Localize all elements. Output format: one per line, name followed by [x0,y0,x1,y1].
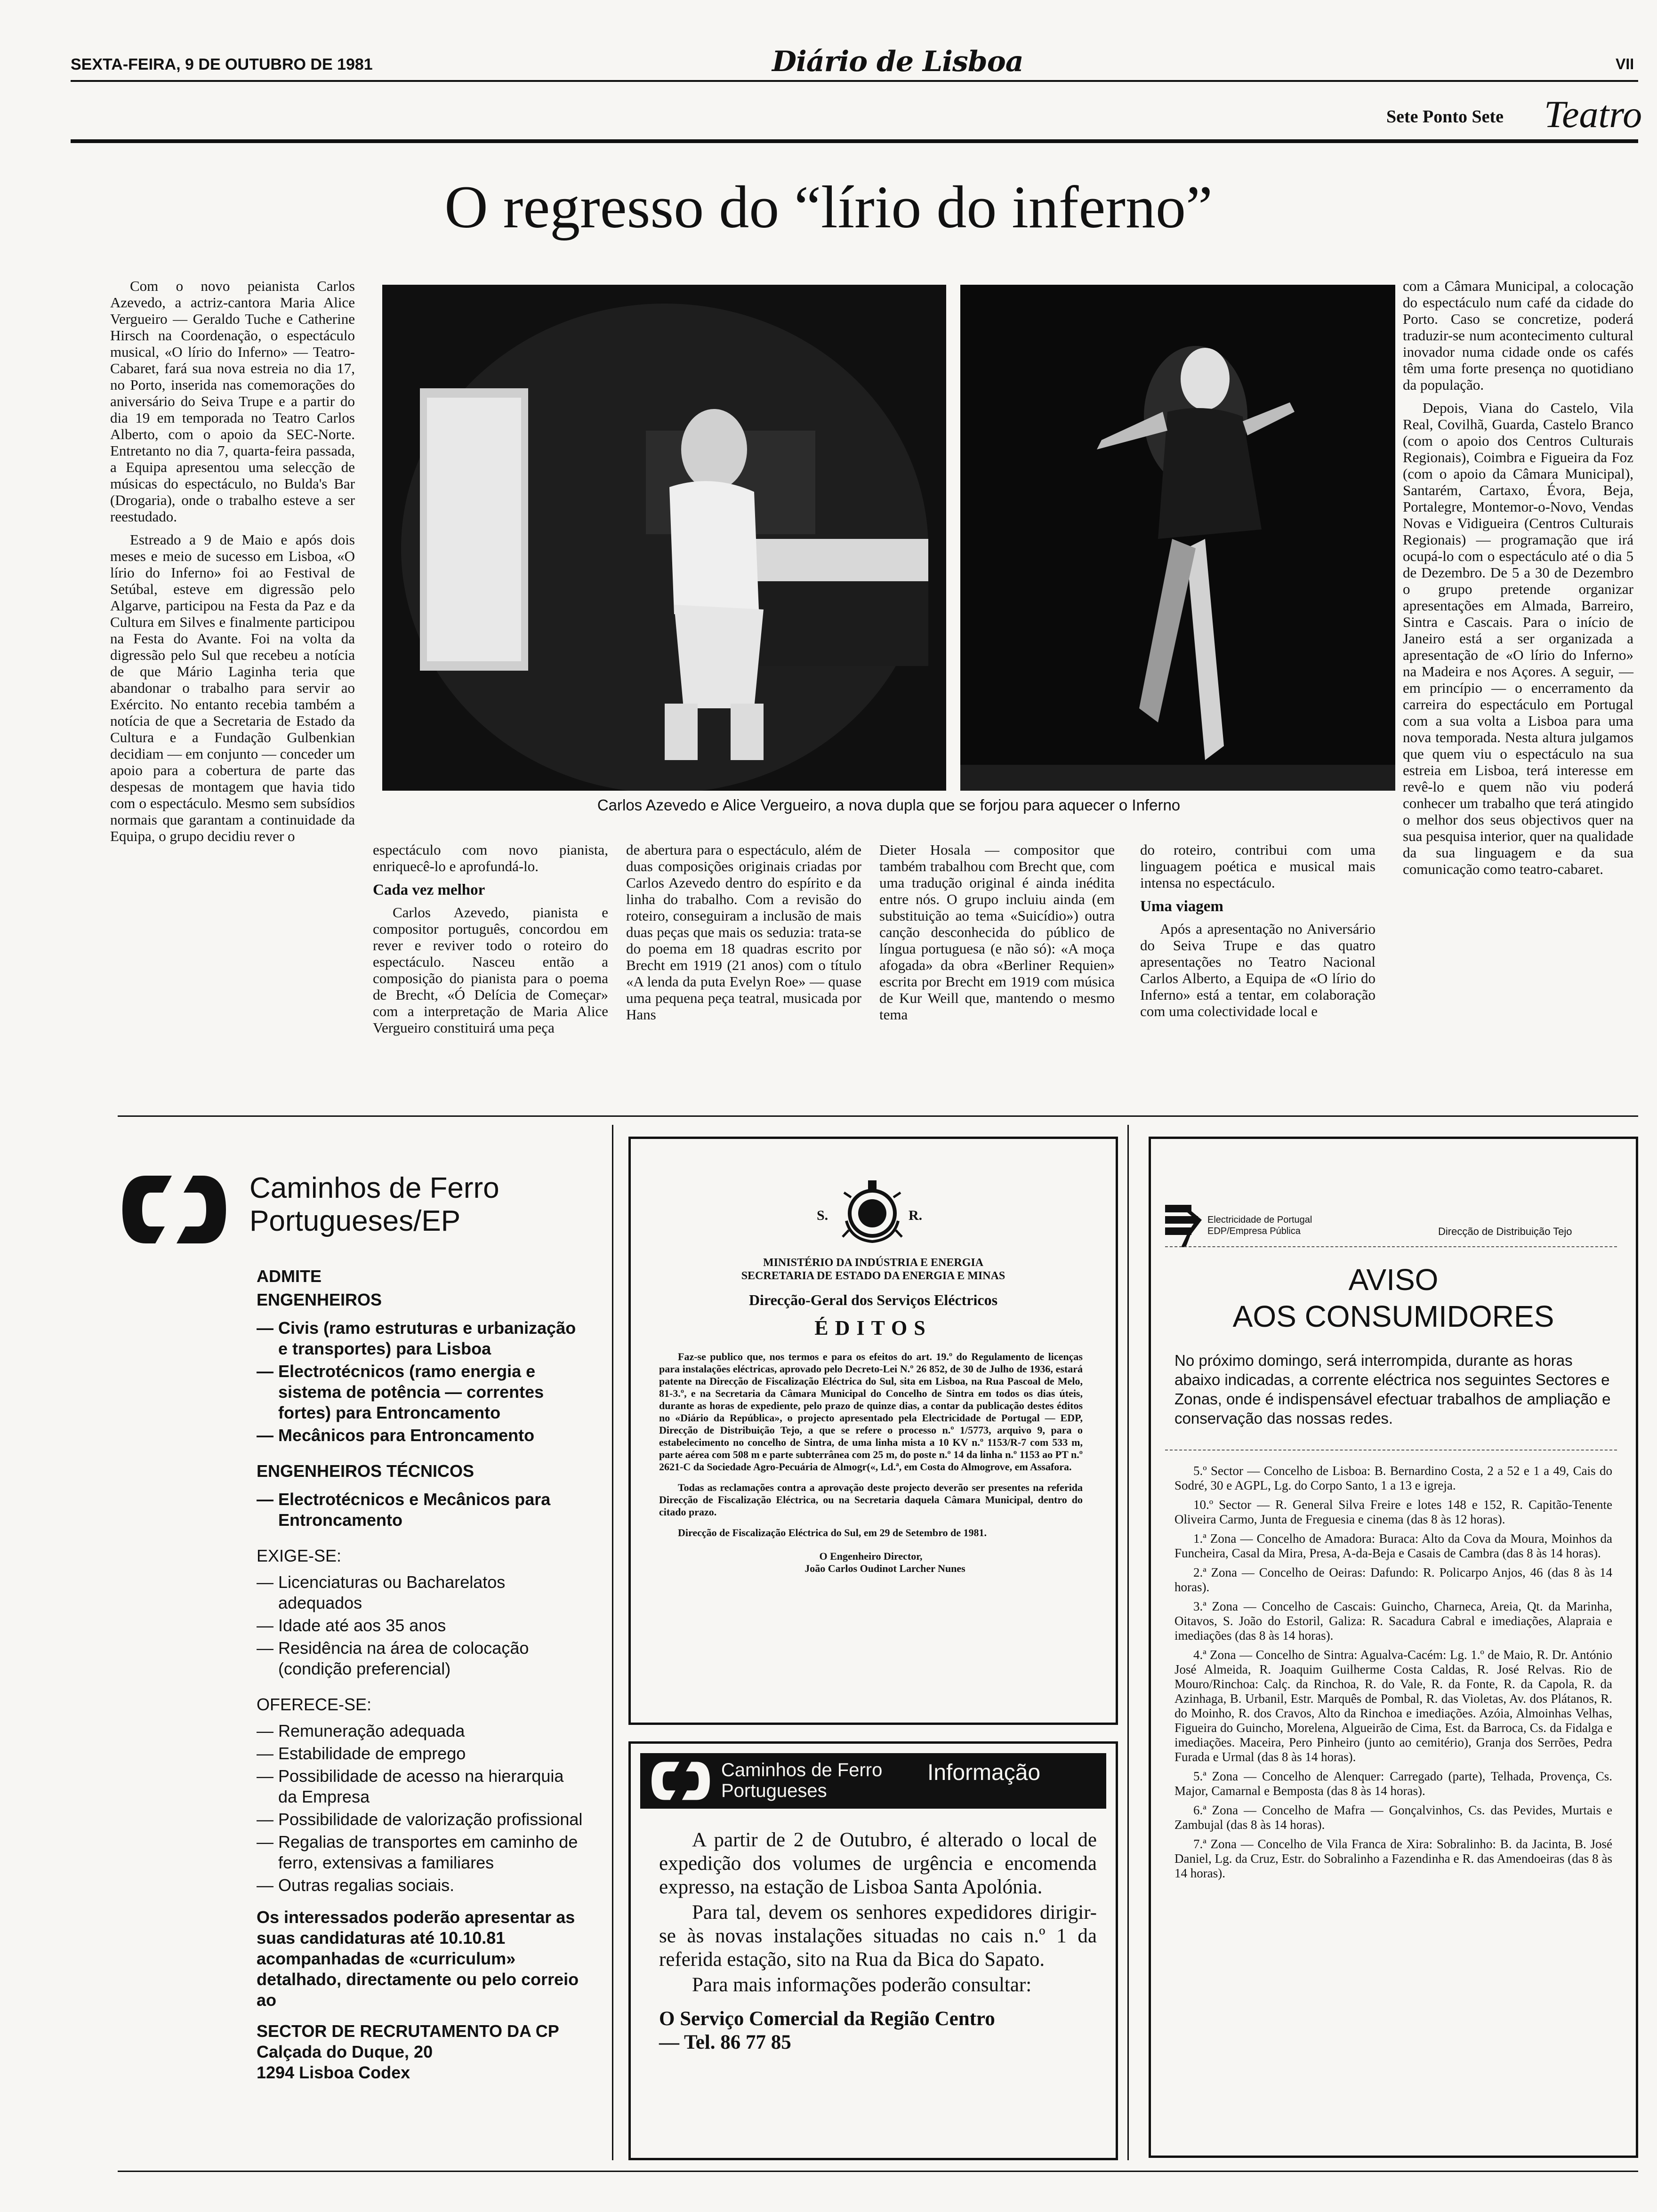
list-item: 5.º Sector — Concelho de Lisboa: B. Bernardino Costa, 2 a 52 e 1 a 49, Cais do Sodré, 30 e AGPL, Lg. do Corpo Santo, 1 a 13 e igreja. [1174,1464,1612,1492]
paragraph: Após a apresentação no Aniversário do Seiva Trupe e das quatro apresentações no Teatro Nacional Carlos Alberto, a Equipa de «O lírio do Inferno» está a tentar, em colaboração com uma colectividade local e [1140,921,1375,1019]
list-item: — Mecânicos para Entroncamento [257,1426,535,1445]
signer-name: João Carlos Oudinot Larcher Nunes [804,1563,965,1574]
masthead: Diário de Lisboa [772,45,1023,78]
editos-date: Direcção de Fiscalização Eléctrica do Sul, em 29 de Setembro de 1981. [678,1527,987,1539]
cp-body [257,1266,586,2083]
cp-closing: Os interessados poderão apresentar as suas candidaturas até 10.10.81 acompanhadas de «curriculum» detalhado, directamente ou pelo correio ao [257,1907,579,2010]
cp-logo-small [648,1760,714,1804]
edp-name-line1: Electricidade de Portugal [1207,1215,1312,1225]
article-column-5 [1140,842,1375,1026]
info-company [721,1760,882,1801]
list-item: — Electrotécnicos e Mecânicos para Entroncamento [257,1490,551,1530]
cp-eng-list [257,1318,586,1446]
cp-oferece: OFERECE-SE: [257,1695,372,1714]
paragraph: Para tal, devem os senhores expedidores dirigir-se às novas instalações situadas no cais n.º 1 da referida estação, sito na Rua da Bica do Sapato. [659,1901,1097,1971]
photo-singer [960,285,1395,791]
article-column-4 [879,842,1115,1029]
cp-admite: ADMITE [257,1266,322,1286]
header-date: SEXTA-FEIRA, 9 DE OUTUBRO DE 1981 [71,56,373,73]
list-item: 4.ª Zona — Concelho de Sintra: Agualva-Cacém: Lg. 1.º de Maio, R. Dr. António José Almeida, R. Joaquim Guilherme Costa Caldas, R. José Relvas. Rio de Mouro/Rinchoa: Calç. da Rinchoa, R. do Vale, R. da Fonte, R. da Capola, R. da Azinhaga, B. Urbanil, Estr. Marquês de Pombal, R. das Violetas, Av. dos Plátanos, R. do Moinho, R. dos Cravos, Alto da Rinchoa e imediações. Azóia, Almoinhas Velhas, Figueira do Guincho, Morelena, Algueirão de Cima, Est. da Barroca, Cs. da Fidalga e imediações. Maceira, Pero Pinheiro (junto ao cemitério), Granja dos Serrões, Pedra Furada e Urmal (das 8 às 14 horas). [1174,1648,1612,1764]
paragraph: Estreado a 9 de Maio e após dois meses e meio de sucesso em Lisboa, «O lírio do Inferno» foi ao Festival de Setúbal, esteve em digressão pelo Algarve, participou na Festa da Paz e da Cultura em Silves e finalmente participou na Festa do Avante. Foi na volta da digressão pelo Sul que recebeu a notícia de que Mário Laginha teria que abandonar o trabalho para servir ao Exército. No entanto recebia também a notícia de que a Secretaria de Estado da Cultura e a Fundação Gulbenkian decidiam — em conjunto — conceder um apoio para a cobertura de parte das despesas de montagem que havia tido com o espectáculo. Mesmo sem subsídios normais que garantam a continuidade da Equipa, o grupo decidiu rever o [110,531,355,844]
info-contact-line1: O Serviço Comercial da Região Centro [659,2008,995,2030]
cp-tec-list [257,1489,586,1531]
edp-name-line2: EDP/Empresa Pública [1207,1226,1301,1236]
subheading: Uma viagem [1140,898,1223,915]
paragraph: com a Câmara Municipal, a colocação do espectáculo num café da cidade do Porto. Caso se concretize, poderá traduzir-se num acontecimento cultural inovador numa cidade onde os cafés têm uma forte presença no quotidiano da população. [1403,278,1633,393]
coat-of-arms-icon [842,1178,903,1247]
edp-title-line2: AOS CONSUMIDORES [1232,1299,1554,1333]
photo-pianist [382,285,946,791]
edp-rule [1165,1246,1617,1247]
cp-exige: EXIGE-SE: [257,1546,342,1565]
edp-title-line1: AVISO [1348,1263,1439,1297]
page-number: VII [1616,56,1634,72]
list-item: — Electrotécnicos (ramo energia e sistema de potência — correntes fortes) para Entroncamento [257,1362,544,1422]
list-item: 5.ª Zona — Concelho de Alenquer: Carregado (parte), Telhada, Provença, Cs. Major, Camarnal e Bemposta (das 8 às 14 horas). [1174,1769,1612,1798]
ad-editos [628,1137,1118,1725]
cp-company-name [249,1172,499,1238]
section-label-small: Sete Ponto Sete [1386,107,1504,127]
article-column-6 [1403,278,1633,884]
list-item: 1.ª Zona — Concelho de Amadora: Buraca: Alto da Cova da Moura, Moinhos da Funcheira, Casal da Mira, Presa, A-da-Beja e Casais de Cambra (das 8 às 14 horas). [1174,1531,1612,1560]
paragraph: A partir de 2 de Outubro, é alterado o local de expedição dos volumes de urgência e encomenda expresso, na estação de Lisboa Santa Apolónia. [659,1829,1097,1898]
list-item: — Estabilidade de emprego [257,1744,466,1763]
photo-caption: Carlos Azevedo e Alice Vergueiro, a nova dupla que se forjou para aquecer o Inferno [597,796,1181,814]
list-item: 6.ª Zona — Concelho de Mafra — Gonçalvinhos, Cs. das Pevides, Murtais e Zambujal (das 8 às 14 horas). [1174,1803,1612,1832]
header-rule [71,80,1638,82]
s-letter: S. [817,1208,828,1223]
paragraph: Faz-se publico que, nos termos e para os efeitos do art. 19.º do Regulamento de licenças para instalações eléctricas, aprovado pelo Decreto-Lei N.º 26 852, de 30 de Julho de 1936, estará patente na Direcção de Fiscalização Eléctrica do Sul, sita em Lisboa, na Rua Pascoal de Melo, 81-3.º, e na Secretaria da Câmara Municipal do Concelho de Sintra em todos os dias úteis, durante as horas de expediente, pelo prazo de quinze dias, a contar da publicação destes éditos no «Diário da República», o projecto apresentado pela Electricidade de Portugal — EDP, Direcção de Distribuição Tejo, a que se refere o processo n.º 1/5773, arquivo 9, para o estabelecimento no concelho de Sintra, de uma linha mista a 10 KV n.º 1153/R-7 com 533 m, parte aérea com 508 m e parte subterrânea com 25 m, do poste n.º 14 da linha n.º 1153 ao PT n.º 2621-C da Sociedade Agro-Pecuária de Almogr(«, Ld.ª, em Costa do Almogrove, em Assafora. [659,1351,1083,1473]
paragraph: Carlos Azevedo, pianista e compositor português, concordou em rever e reviver todo o roteiro do espectáculo. Nasceu então a composição do pianista para o poema de Brecht, «Ó Delícia de Começar» com a interpretação de Maria Alice Vergueiro constituirá uma peça [373,904,608,1036]
edp-direccao: Direcção de Distribuição Tejo [1438,1226,1572,1237]
cp-exige-list [257,1572,586,1679]
list-item: 2.ª Zona — Concelho de Oeiras: Dafundo: R. Policarpo Anjos, 46 (das 8 às 14 horas). [1174,1565,1612,1594]
paragraph: Para mais informações poderão consultar: [692,1974,1032,1996]
cp-company-line1: Caminhos de Ferro [249,1172,499,1204]
paragraph: do roteiro, contribui com uma linguagem poética e musical mais intensa no espectáculo. [1140,842,1375,891]
list-item: — Idade até aos 35 anos [257,1616,446,1635]
paragraph: Depois, Viana do Castelo, Vila Real, Covilhã, Guarda, Castelo Branco (com o apoio dos Centros Culturais Regionais), Coimbra e Figueira da Foz (com o apoio da Câmara Municipal), Santarém, Cartaxo, Évora, Beja, Portalegre, Montemor-o-Novo, Vendas Novas e Vidigueira (Centros Culturais Regionais) — programação que irá ocupá-lo com o espectáculo até o dia 5 de Dezembro. De 5 a 30 de Dezembro o grupo pretende organizar apresentações em Almada, Barreiro, Sintra e Cascais. Para o início de Janeiro está a ser organizada a apresentação de «O lírio do Inferno» na Madeira e nos Açores. A seguir, — em princípio — o encerramento da carreira do espectáculo em Portugal com a sua volta a Lisboa para uma nova temporada. Nesta altura julgamos que quem viu o espectáculo na sua estreia em Lisboa, terá interesse em revê-lo e quem não viu poderá conhecer um trabalho que terá atingido o melhor dos seus objectivos quer na sua pesquisa interior, quer na qualidade da sua linguagem e da sua comunicação como teatro-cabaret. [1403,400,1633,877]
cp-sector: SECTOR DE RECRUTAMENTO DA CP [257,2021,559,2041]
info-banner [640,1753,1106,1809]
ads-divider-1 [612,1125,613,2160]
list-item: — Civis (ramo estruturas e urbanização e transportes) para Lisboa [257,1318,576,1358]
info-body [659,1828,1097,2054]
paragraph: Com o novo peianista Carlos Azevedo, a actriz-cantora Maria Alice Vergueiro — Geraldo Tuche e Catherine Hirsch na Coordenação, o espectáculo musical, «O lírio do Inferno» — Teatro-Cabaret, fará sua nova estreia no dia 17, no Porto, inserida nas comemorações do aniversário do Seiva Trupe e a partir do dia 19 em temporada no Teatro Carlos Alberto, com o apoio da SEC-Norte. Entretanto no dia 7, quarta-feira passada, a Equipa apresentou uma selecção de músicas do espectáculo, no Bulda's Bar (Drogaria), onde o trabalho esteve a ser reestudado. [110,278,355,525]
editos-title: ÉDITOS [814,1316,932,1339]
ad-edp [1149,1137,1638,2158]
article-column-3 [626,842,861,1029]
list-item: — Possibilidade de acesso na hierarquia da Empresa [257,1766,564,1806]
article-column-1 [110,278,355,851]
ads-top-rule [118,1115,1638,1117]
ads-bottom-rule [118,2171,1638,2172]
list-item: — Outras regalias sociais. [257,1875,455,1895]
list-item: — Remuneração adequada [257,1721,465,1740]
editos-direccao: Direcção-Geral dos Serviços Eléctricos [748,1291,998,1308]
info-company-line2: Portugueses [721,1780,827,1801]
list-item: — Regalias de transportes em caminho de ferro, extensivas a familiares [257,1832,578,1872]
edp-logo [1165,1205,1203,1250]
info-label: Informação [927,1760,1041,1785]
paragraph: Dieter Hosala — compositor que também trabalhou com Brecht que, com uma tradução original é ainda inédita entre nós. O grupo incluiu ainda (em substituição ao tema «Suicídio») outra canção desconhecida do público de língua portuguesa (e não só): «A moça afogada» da obra «Berliner Requien» escrita por Brecht em 1919 com música de Kur Weill que, mantendo o mesmo tema [879,842,1115,1023]
list-item: 10.º Sector — R. General Silva Freire e lotes 148 e 152, R. Capitão-Tenente Oliveira Carmo, Junta de Freguesia e cinema (das 8 às 12 horas). [1174,1498,1612,1526]
ministry-line1: MINISTÉRIO DA INDÚSTRIA E ENERGIA [763,1257,984,1269]
cp-logo [118,1172,231,1250]
article-column-2 [373,842,608,1042]
list-item: 3.ª Zona — Concelho de Cascais: Guincho, Charneca, Areia, Qt. da Marinha, Oitavos, S. João do Estoril, Galiza: R. Sacadura Cabral e imediações, Alapraia e imediações (das 8 às 14 horas). [1174,1599,1612,1643]
cp-company-line2: Portugueses/EP [249,1205,461,1237]
ad-cp-recruitment [118,1139,598,2156]
ads-divider-2 [1127,1125,1129,2160]
list-item: — Possibilidade de valorização profissional [257,1810,583,1829]
info-contact-line2: — Tel. 86 77 85 [659,2031,791,2053]
list-item: — Residência na área de colocação (condição preferencial) [257,1638,529,1678]
info-company-line1: Caminhos de Ferro [721,1760,883,1780]
ad-cp-informacao [628,1741,1118,2160]
edp-name [1207,1214,1312,1237]
signer-title: O Engenheiro Director, [819,1550,923,1562]
subheading: Cada vez melhor [373,882,485,898]
edp-rule-2 [1165,1450,1617,1451]
list-item: 7.ª Zona — Concelho de Vila Franca de Xira: Sobralinho: B. da Jacinta, B. José Daniel, Lg. da Cruz, Estr. do Sobralinho a Fazendinha e R. das Amendoeiras (das 8 às 14 horas). [1174,1837,1612,1880]
paragraph: Todas as reclamações contra a aprovação deste projecto deverão ser presentes na referida Direcção de Fiscalização Eléctrica, ou na Secretaria daquela Câmara Municipal, dentro do citado prazo. [659,1482,1083,1518]
cp-tecnicos: ENGENHEIROS TÉCNICOS [257,1461,475,1481]
edp-intro: No próximo domingo, será interrompida, durante as horas abaixo indicadas, a corrente eléctrica nos seguintes Sectores e Zonas, onde é indispensável efectuar trabalhos de ampliação e conservação das nossas redes. [1174,1352,1611,1427]
edp-list [1174,1464,1612,1885]
ministry-line2: SECRETARIA DE ESTADO DA ENERGIA E MINAS [741,1270,1005,1282]
list-item: — Licenciaturas ou Bacharelatos adequados [257,1572,506,1612]
cp-oferece-list [257,1721,586,1896]
r-letter: R. [909,1208,923,1223]
cp-address-line1: Calçada do Duque, 20 [257,2042,433,2061]
section-rule [71,139,1638,143]
section-label: Teatro [1544,93,1642,136]
paragraph: de abertura para o espectáculo, além de duas composições originais criadas por Carlos Azevedo dentro do espírito e da linha do trabalho. Com a revisão do roteiro, conseguiram a inclusão de mais duas peças que mais os seduzia: trata-se do poema em 18 quadras escrito por Brecht em 1919 (21 anos) com o título «A lenda da puta Evelyn Roe» — quase uma pequena peça teatral, musicada por Hans [626,842,861,1023]
cp-engenheiros: ENGENHEIROS [257,1290,382,1309]
paragraph: espectáculo com novo pianista, enriquecê-lo e aprofundá-lo. [373,842,608,874]
headline: O regresso do “lírio do inferno” [444,174,1213,240]
cp-address-line2: 1294 Lisboa Codex [257,2063,410,2082]
editos-body [659,1351,1083,1575]
